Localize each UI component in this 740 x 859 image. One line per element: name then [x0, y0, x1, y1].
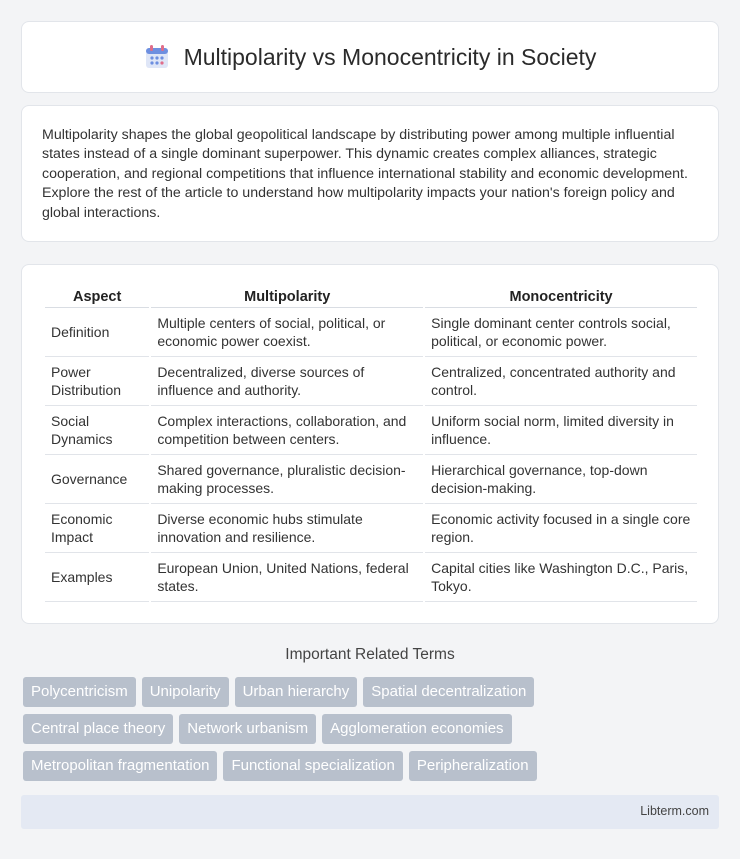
related-terms-list	[23, 677, 723, 788]
table-cell-aspect: Examples	[45, 553, 149, 602]
table-row	[45, 504, 697, 553]
calendar-icon	[144, 44, 170, 70]
table-cell-multipolarity: Diverse economic hubs stimulate innovation and resilience.	[151, 504, 423, 553]
title-wrap	[144, 44, 597, 71]
table-row	[45, 308, 697, 357]
table-cell-multipolarity: Shared governance, pluralistic decision-making processes.	[151, 455, 423, 504]
table-cell-monocentricity: Capital cities like Washington D.C., Paris, Tokyo.	[425, 553, 697, 602]
table-row	[45, 406, 697, 455]
tag-row	[23, 714, 723, 744]
intro-card	[21, 105, 719, 242]
footer	[21, 795, 719, 829]
table-cell-monocentricity: Uniform social norm, limited diversity in influence.	[425, 406, 697, 455]
tag-metropolitan-fragmentation[interactable]: Metropolitan fragmentation	[23, 751, 217, 781]
tag-peripheralization[interactable]: Peripheralization	[409, 751, 537, 781]
header-card	[21, 21, 719, 93]
tag-spatial-decentralization[interactable]: Spatial decentralization	[363, 677, 534, 707]
tag-central-place-theory[interactable]: Central place theory	[23, 714, 173, 744]
table-cell-aspect: Social Dynamics	[45, 406, 149, 455]
table-row	[45, 553, 697, 602]
tag-unipolarity[interactable]: Unipolarity	[142, 677, 229, 707]
page-title: Multipolarity vs Monocentricity in Society	[183, 43, 597, 70]
table-cell-aspect: Definition	[45, 308, 149, 357]
tag-functional-specialization[interactable]: Functional specialization	[223, 751, 402, 781]
column-header-aspect: Aspect	[45, 287, 149, 308]
tag-polycentricism[interactable]: Polycentricism	[23, 677, 136, 707]
table-cell-multipolarity: Decentralized, diverse sources of influence and authority.	[151, 357, 423, 406]
comparison-table-card	[21, 264, 719, 624]
table-cell-multipolarity: European Union, United Nations, federal states.	[151, 553, 423, 602]
tag-urban-hierarchy[interactable]: Urban hierarchy	[235, 677, 358, 707]
table-cell-multipolarity: Complex interactions, collaboration, and competition between centers.	[151, 406, 423, 455]
table-cell-aspect: Economic Impact	[45, 504, 149, 553]
table-cell-monocentricity: Centralized, concentrated authority and control.	[425, 357, 697, 406]
table-header-row	[45, 287, 697, 308]
table-cell-aspect: Power Distribution	[45, 357, 149, 406]
table-cell-multipolarity: Multiple centers of social, political, or economic power coexist.	[151, 308, 423, 357]
comparison-table	[43, 287, 699, 602]
table-cell-aspect: Governance	[45, 455, 149, 504]
column-header-monocentricity: Monocentricity	[425, 287, 697, 308]
intro-text: Multipolarity shapes the global geopolitical landscape by distributing power among multiple influential states instead of a single dominant superpower. This dynamic creates complex alliances, strategic cooperation, and regional competitions that influence international stability and economic development. Explore the rest of the article to understand how multipolarity impacts your nation's foreign policy and global interactions.	[42, 127, 688, 221]
footer-site-link[interactable]: Libterm.com	[640, 804, 709, 818]
tag-row	[23, 751, 723, 781]
related-terms-title: Important Related Terms	[285, 646, 455, 663]
table-cell-monocentricity: Single dominant center controls social, political, or economic power.	[425, 308, 697, 357]
tag-agglomeration-economies[interactable]: Agglomeration economies	[322, 714, 511, 744]
tag-network-urbanism[interactable]: Network urbanism	[179, 714, 316, 744]
table-row	[45, 357, 697, 406]
table-row	[45, 455, 697, 504]
table-cell-monocentricity: Economic activity focused in a single core region.	[425, 504, 697, 553]
tag-row	[23, 677, 723, 707]
column-header-multipolarity: Multipolarity	[151, 287, 423, 308]
table-cell-monocentricity: Hierarchical governance, top-down decision-making.	[425, 455, 697, 504]
